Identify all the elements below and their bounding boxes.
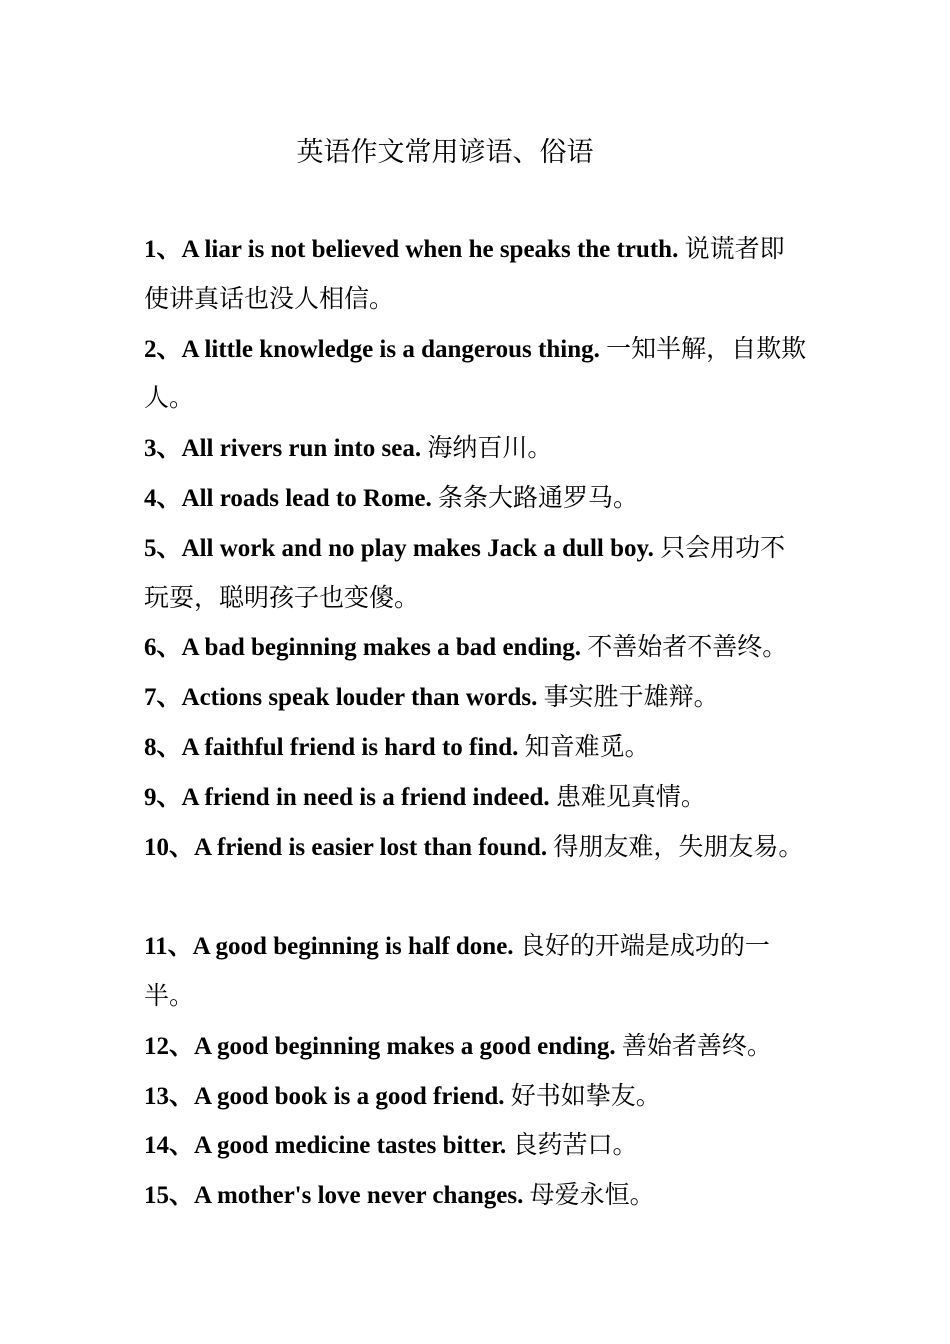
proverb-english: A faithful friend is hard to find. bbox=[181, 733, 519, 761]
proverb-chinese: 不善始者不善终。 bbox=[587, 634, 788, 662]
proverb-item bbox=[144, 623, 809, 673]
proverb-number: 13、 bbox=[144, 1082, 195, 1110]
proverb-item bbox=[144, 1171, 809, 1221]
proverb-item bbox=[144, 1121, 809, 1171]
proverb-english: A liar is not believed when he speaks the truth. bbox=[181, 236, 679, 263]
proverb-item bbox=[144, 673, 809, 723]
proverb-chinese: 母爱永恒。 bbox=[529, 1182, 655, 1210]
proverb-number: 4、 bbox=[144, 484, 182, 512]
proverb-item bbox=[144, 424, 809, 474]
proverb-item bbox=[144, 1022, 809, 1072]
proverb-english: Actions speak louder than words. bbox=[181, 684, 538, 712]
proverb-chinese: 好书如挚友。 bbox=[510, 1082, 661, 1110]
proverb-english: A good beginning makes a good ending. bbox=[194, 1032, 616, 1060]
proverb-chinese: 良药苦口。 bbox=[512, 1132, 638, 1160]
proverb-chinese: 条条大路通罗马。 bbox=[438, 484, 639, 512]
proverb-chinese: 良好的开端是成功的一半。 bbox=[144, 933, 770, 1010]
proverb-number: 14、 bbox=[144, 1132, 195, 1160]
proverb-number: 7、 bbox=[144, 684, 182, 712]
proverb-english: All roads lead to Rome. bbox=[181, 484, 432, 512]
proverb-chinese: 说谎者即使讲真话也没人相信。 bbox=[144, 236, 785, 313]
proverb-item bbox=[144, 823, 809, 873]
paragraph-spacer bbox=[144, 872, 809, 922]
proverb-number: 8、 bbox=[144, 733, 182, 761]
proverb-number: 5、 bbox=[144, 534, 182, 562]
proverb-chinese: 得朋友难，失朋友易。 bbox=[553, 833, 804, 861]
proverb-item bbox=[144, 474, 809, 524]
proverb-chinese: 善始者善终。 bbox=[621, 1032, 772, 1060]
proverb-item bbox=[144, 325, 809, 425]
proverb-english: A mother's love never changes. bbox=[194, 1182, 524, 1210]
proverb-chinese: 事实胜于雄辩。 bbox=[543, 684, 719, 712]
proverb-english: A good book is a good friend. bbox=[194, 1082, 505, 1110]
proverb-list bbox=[144, 225, 809, 1221]
proverb-item bbox=[144, 524, 809, 624]
proverb-item bbox=[144, 773, 809, 823]
proverb-number: 6、 bbox=[144, 634, 182, 662]
document-title: 英语作文常用谚语、俗语 bbox=[296, 137, 594, 167]
proverb-item bbox=[144, 225, 809, 325]
proverb-number: 9、 bbox=[144, 783, 182, 811]
proverb-english: A good medicine tastes bitter. bbox=[194, 1132, 507, 1160]
proverb-number: 1、 bbox=[144, 236, 182, 263]
proverb-english: A friend is easier lost than found. bbox=[194, 833, 548, 861]
proverb-item bbox=[144, 922, 809, 1022]
proverb-english: A good beginning is half done. bbox=[192, 933, 514, 961]
proverb-number: 10、 bbox=[144, 833, 195, 861]
proverb-item bbox=[144, 723, 809, 773]
proverb-chinese: 患难见真情。 bbox=[555, 783, 706, 811]
proverb-number: 12、 bbox=[144, 1032, 195, 1060]
proverb-number: 11、 bbox=[144, 933, 193, 961]
proverb-number: 15、 bbox=[144, 1182, 195, 1210]
proverb-english: All work and no play makes Jack a dull boy. bbox=[181, 534, 654, 562]
proverb-english: A little knowledge is a dangerous thing. bbox=[181, 335, 600, 363]
proverb-chinese: 海纳百川。 bbox=[427, 435, 553, 463]
proverb-chinese: 一知半解，自欺欺人。 bbox=[144, 335, 807, 413]
proverb-number: 3、 bbox=[144, 435, 182, 463]
proverb-english: A bad beginning makes a bad ending. bbox=[181, 634, 581, 662]
proverb-item bbox=[144, 1072, 809, 1122]
proverb-english: All rivers run into sea. bbox=[181, 435, 422, 463]
proverb-chinese: 只会用功不玩耍，聪明孩子也变傻。 bbox=[144, 534, 786, 612]
proverb-english: A friend in need is a friend indeed. bbox=[181, 783, 550, 811]
proverb-number: 2、 bbox=[144, 335, 182, 363]
proverb-chinese: 知音难觅。 bbox=[524, 733, 650, 761]
